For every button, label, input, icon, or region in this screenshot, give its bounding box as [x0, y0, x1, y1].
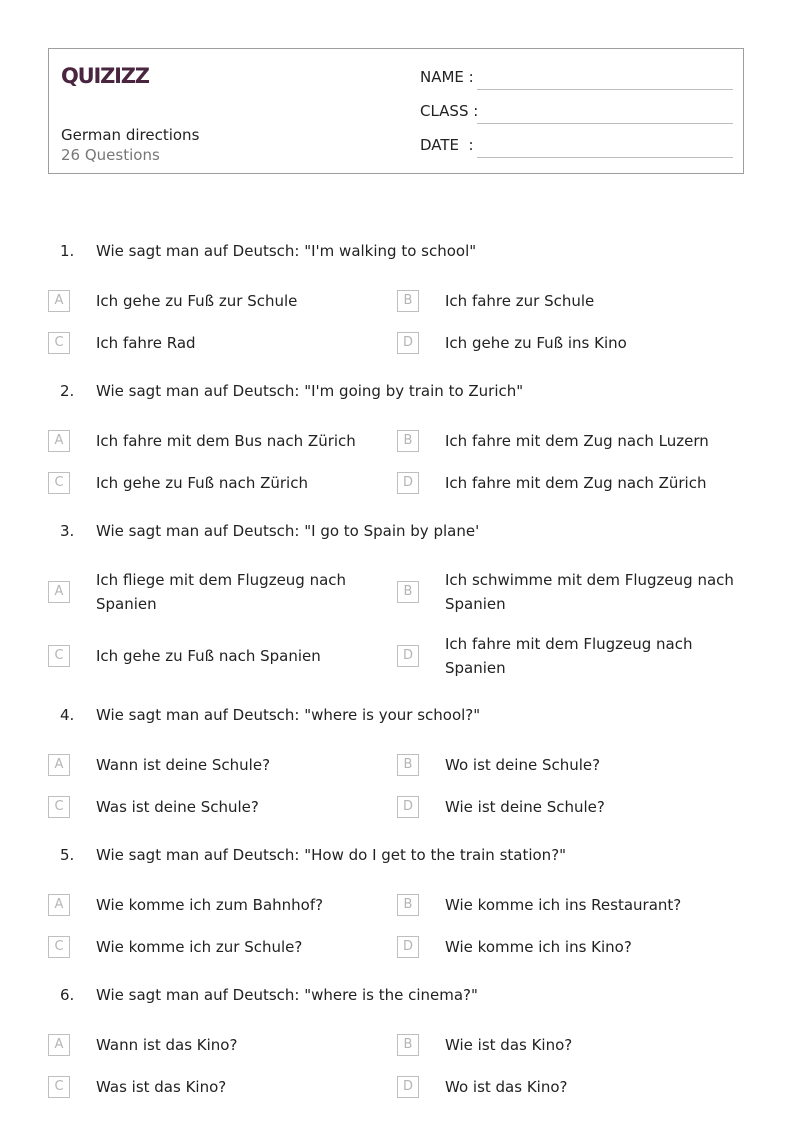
question-count: 26 Questions	[61, 146, 160, 164]
option-a-box[interactable]: A	[48, 581, 70, 603]
option-c-box[interactable]: C	[48, 472, 70, 494]
question-number: 6.	[60, 986, 75, 1004]
option-a-text: Ich fahre mit dem Bus nach Zürich	[96, 432, 356, 450]
question-number: 5.	[60, 846, 75, 864]
question-text: Wie sagt man auf Deutsch: "I go to Spain by plane'	[96, 522, 480, 540]
option-d-box[interactable]: D	[397, 332, 419, 354]
option-d-box[interactable]: D	[397, 472, 419, 494]
option-c-box[interactable]: C	[48, 645, 70, 667]
option-c-text: Wie komme ich zur Schule?	[96, 938, 303, 956]
option-a-box[interactable]: A	[48, 1034, 70, 1056]
option-d-box[interactable]: D	[397, 796, 419, 818]
name-field[interactable]	[420, 67, 733, 91]
option-a-box[interactable]: A	[48, 430, 70, 452]
question-text: Wie sagt man auf Deutsch: "How do I get to the train station?"	[96, 846, 567, 864]
worksheet-title: German directions	[61, 126, 200, 144]
option-b-box[interactable]: B	[397, 290, 419, 312]
option-c-text: Ich fahre Rad	[96, 334, 196, 352]
option-d-text: Wie komme ich ins Kino?	[445, 938, 632, 956]
option-a-text: Ich fliege mit dem Flugzeug nach Spanien	[96, 571, 347, 613]
option-a-text: Wann ist das Kino?	[96, 1036, 238, 1054]
worksheet-header	[48, 48, 744, 174]
question-number: 4.	[60, 706, 75, 724]
option-c-box[interactable]: C	[48, 1076, 70, 1098]
option-b-text: Ich fahre zur Schule	[445, 292, 595, 310]
option-d-text: Wo ist das Kino?	[445, 1078, 568, 1096]
date-label: DATE :	[420, 136, 474, 154]
option-a-box[interactable]: A	[48, 290, 70, 312]
option-a-box[interactable]: A	[48, 894, 70, 916]
question-text: Wie sagt man auf Deutsch: "I'm walking to school"	[96, 242, 477, 260]
option-b-box[interactable]: B	[397, 754, 419, 776]
option-a-text: Wann ist deine Schule?	[96, 756, 271, 774]
option-b-text: Ich fahre mit dem Zug nach Luzern	[445, 432, 709, 450]
option-d-text: Ich gehe zu Fuß ins Kino	[445, 334, 627, 352]
option-b-box[interactable]: B	[397, 1034, 419, 1056]
option-d-box[interactable]: D	[397, 1076, 419, 1098]
option-b-text: Ich schwimme mit dem Flugzeug nach Spanien	[445, 571, 734, 613]
option-c-text: Was ist deine Schule?	[96, 798, 259, 816]
date-line[interactable]	[477, 157, 733, 158]
option-c-box[interactable]: C	[48, 332, 70, 354]
option-c-text: Ich gehe zu Fuß nach Spanien	[96, 647, 321, 665]
option-d-text: Ich fahre mit dem Zug nach Zürich	[445, 474, 707, 492]
date-field[interactable]	[420, 135, 733, 159]
question-number: 2.	[60, 382, 75, 400]
option-d-box[interactable]: D	[397, 645, 419, 667]
quizizz-logo	[61, 61, 153, 89]
question-number: 1.	[60, 242, 75, 260]
option-d-text: Ich fahre mit dem Flugzeug nach Spanien	[445, 635, 693, 677]
class-label: CLASS :	[420, 102, 479, 120]
option-b-text: Wie komme ich ins Restaurant?	[445, 896, 682, 914]
option-d-box[interactable]: D	[397, 936, 419, 958]
class-field[interactable]	[420, 101, 733, 125]
question-number: 3.	[60, 522, 75, 540]
option-a-box[interactable]: A	[48, 754, 70, 776]
option-a-text: Ich gehe zu Fuß zur Schule	[96, 292, 298, 310]
option-c-text: Was ist das Kino?	[96, 1078, 227, 1096]
question-text: Wie sagt man auf Deutsch: "I'm going by train to Zurich"	[96, 382, 524, 400]
option-b-box[interactable]: B	[397, 581, 419, 603]
option-d-text: Wie ist deine Schule?	[445, 798, 605, 816]
option-b-box[interactable]: B	[397, 430, 419, 452]
option-a-text: Wie komme ich zum Bahnhof?	[96, 896, 324, 914]
question-text: Wie sagt man auf Deutsch: "where is your school?"	[96, 706, 481, 724]
question-text: Wie sagt man auf Deutsch: "where is the cinema?"	[96, 986, 478, 1004]
option-b-text: Wie ist das Kino?	[445, 1036, 573, 1054]
svg-text:QUIZIZZ: QUIZIZZ	[61, 64, 149, 88]
option-b-text: Wo ist deine Schule?	[445, 756, 601, 774]
name-line[interactable]	[477, 89, 733, 90]
option-c-text: Ich gehe zu Fuß nach Zürich	[96, 474, 308, 492]
option-c-box[interactable]: C	[48, 796, 70, 818]
class-line[interactable]	[477, 123, 733, 124]
name-label: NAME :	[420, 68, 474, 86]
option-b-box[interactable]: B	[397, 894, 419, 916]
option-c-box[interactable]: C	[48, 936, 70, 958]
